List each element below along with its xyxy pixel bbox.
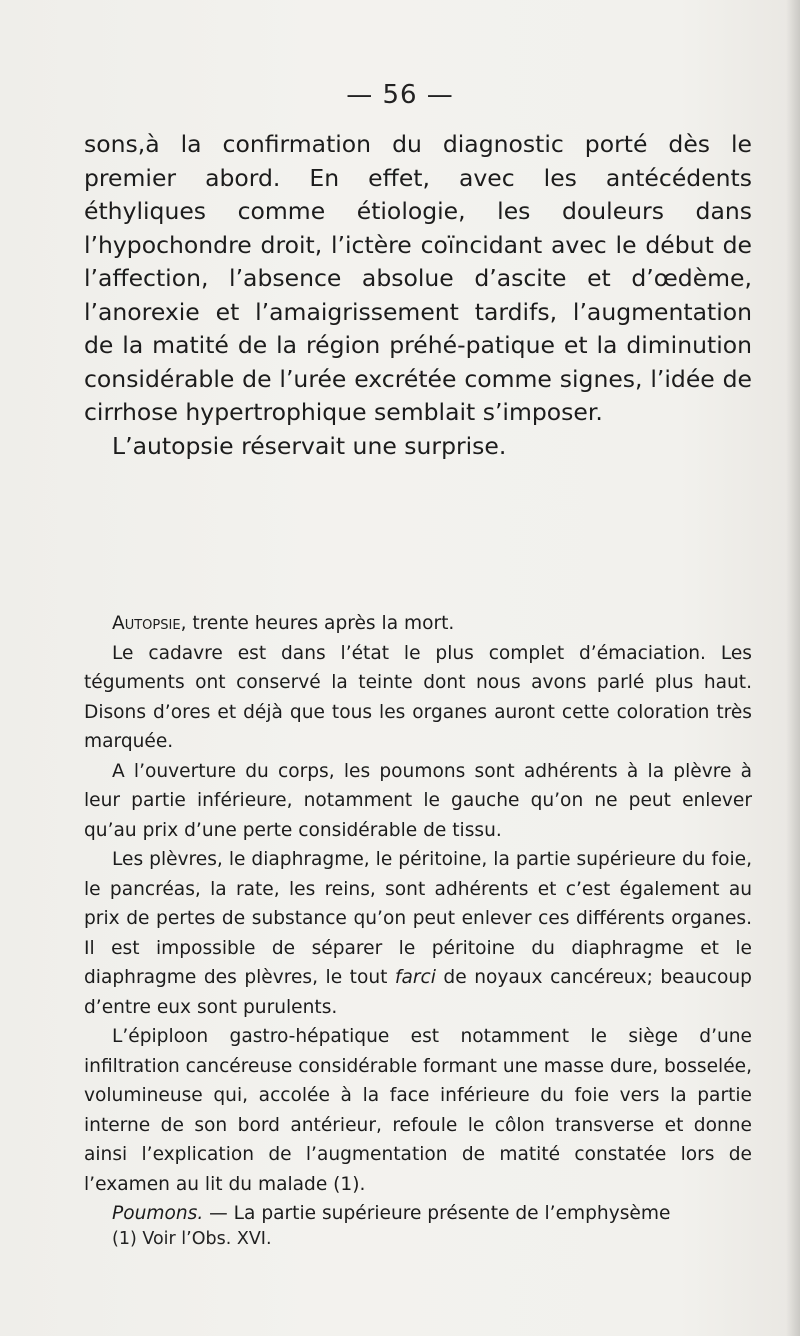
paragraph-poumons [84,1199,752,1229]
poumons-heading: Poumons. [112,1203,204,1224]
autopsie-rest: , trente heures après la mort. [180,613,455,634]
paragraph-surprise: L’autopsie réservait une surprise. [112,431,507,460]
paragraph-diagnosis: sons,à la confirmation du diagnostic porté dès le premier abord. En effet, avec les antécédents éthyliques comme étiologie, les douleurs dans l’hypochondre droit, l’ictère coïncidant avec le début de l’affection, l’absence absolue d’ascite et d’œdème, l’anorexie et l’amaigrissement tardifs, l’augmentation de la matité de la région préhé-patique et la diminution considérable de l’urée excrétée comme signes, l’idée de cirrhose hypertrophique semblait s’imposer. [84,130,752,426]
autopsie-heading: Autopsie [112,613,181,634]
footnote: (1) Voir l’Obs. XVI. [112,1229,272,1249]
plevres-part-b: de noyaux cancéreux; beaucoup d’entre eux sont purulents. [84,967,752,1018]
paragraph-cadavre: Le cadavre est dans l’état le plus complet d’émaciation. Les téguments ont conservé la teinte dont nous avons parlé plus haut. Disons d’ores et déjà que tous les organes auront cette coloration très marquée. [84,642,752,752]
plevres-italic: farci [394,967,436,988]
paragraph-ouverture: A l’ouverture du corps, les poumons sont adhérents à la plèvre à leur partie inférieure, notamment le gauche qu’on ne peut enlever qu’au prix d’une perte considérable de tissu. [84,760,752,841]
page-number: — 56 — [346,80,454,110]
page-edge-shadow [786,0,800,1336]
main-text-small [84,609,752,1229]
paragraph-plevres [84,845,752,1022]
paragraph-autopsie [84,609,752,639]
poumons-rest: — La partie supérieure présente de l’emphysème [203,1203,671,1224]
paragraph-epiploon: L’épiploon gastro-hépatique est notamment le siège d’une infiltration cancéreuse considérable formant une masse dure, bosselée, volumineuse qui, accolée à la face inférieure du foie vers la partie interne de son bord antérieur, refoule le côlon transverse et donne ainsi l’explication de l’augmentation de matité constatée lors de l’examen au lit du malade (1). [84,1026,752,1195]
main-text-large [84,128,752,463]
plevres-part-a: Les plèvres, le diaphragme, le péritoine, la partie supérieure du foie, le pancréas, la rate, les reins, sont adhérents et c’est également au prix de pertes de substance qu’on peut enlever ces différents organes. Il est impossible de séparer le péritoine du diaphragme et le diaphragme des plèvres, le tout [84,849,752,988]
